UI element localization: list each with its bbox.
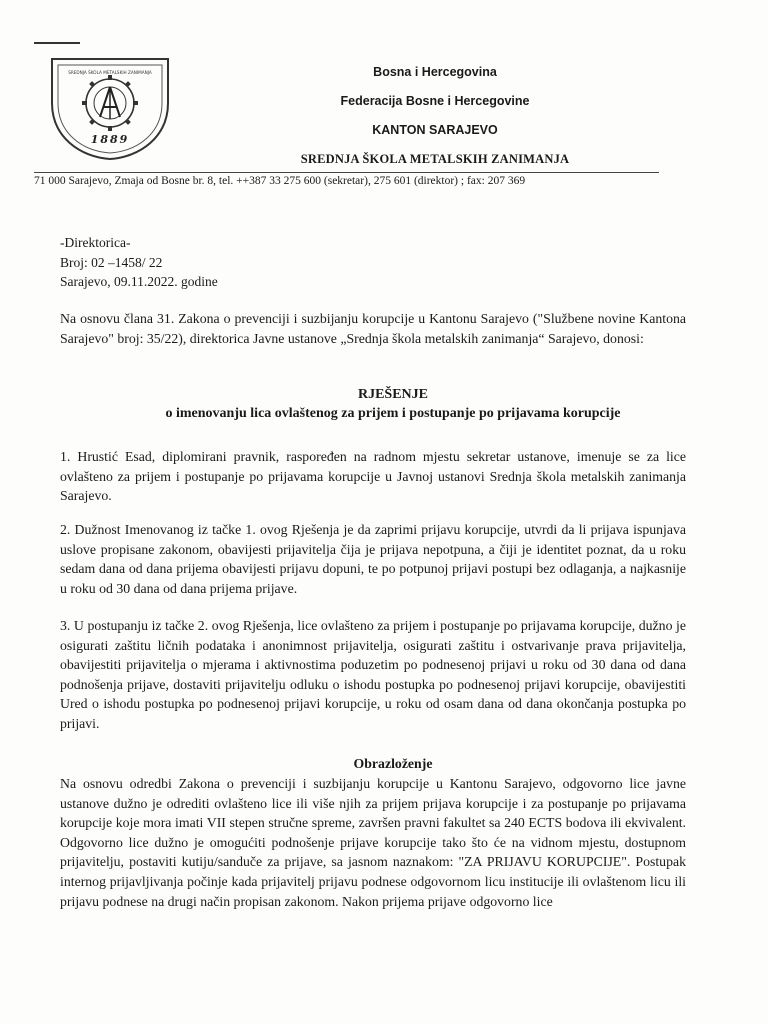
institution-header (270, 58, 600, 174)
top-rule (34, 42, 80, 44)
point-1: 1. Hrustić Esad, diplomirani pravnik, raspoređen na radnom mjestu sekretar ustanove, imenuje se za lice ovlašteno za prijem i postupanje po prijavama korupcije u Javnoj ustanovi Srednja škola metalskih zanimanja Sarajevo. (60, 449, 686, 504)
school-name: SREDNJA ŠKOLA METALSKIH ZANIMANJA (300, 152, 570, 166)
canton-name: KANTON SARAJEVO (372, 123, 498, 137)
document-date: Sarajevo, 09.11.2022. godine (60, 274, 218, 289)
reasoning-heading: Obrazloženje (353, 756, 433, 771)
decision-title-block (60, 385, 726, 423)
address-rule (34, 172, 659, 173)
document-meta (60, 233, 218, 292)
country-name: Bosna i Hercegovina (373, 65, 497, 79)
federation-name: Federacija Bosne i Hercegovine (340, 94, 530, 108)
decision-title: RJEŠENJE (357, 387, 429, 402)
svg-text:1889: 1889 (90, 133, 130, 146)
intro-paragraph: Na osnovu člana 31. Zakona o prevenciji i suzbijanju korupcije u Kantonu Sarajevo ("Službene novine Kantona Sarajevo" broj: 35/22), direktorica Javne ustanove „Srednja škola metalskih zanimanja“ Sarajevo, donosi: (60, 311, 686, 346)
decision-subtitle: o imenovanju lica ovlaštenog za prijem i postupanje po prijavama korupcije (165, 406, 621, 421)
point-2: 2. Dužnost Imenovanog iz tačke 1. ovog Rješenja je da zaprimi prijavu korupcije, utvrdi da li prijava ispunjava uslove propisane zakonom, obavijesti prijavitelja čija je prijava nepotpuna, a čiji je identitet poznat, da u roku sedam dana od dana prijema obavijesti prijavu dopuni, te po potpunoj prijavi postupi bez odlaganja, a najkasnije u roku od 30 dana od dana prijema prijave. (60, 522, 686, 596)
point-3: 3. U postupanju iz tačke 2. ovog Rješenja, lice ovlašteno za prijem i postupanje po prijavama korupcije, dužno je osigurati zaštitu ličnih podataka i anonimnost prijavitelja, osigurati zaštitu i ostvarivanje prava prijavitelja, obavijestiti prijavitelja o mjerama i aktivnostima poduzetim po podnesenoj prijavi u roku od 30 dana od dana podnošenja prijave, dostaviti prijavitelju odluku o ishodu postupka po podnesenoj prijavi korupcije, obavijestiti Ured o ishodu postupka po podnesenoj prijavi korupcije, u roku od osam dana od dana okončanja postupka po prijavi. (60, 618, 686, 731)
svg-text:SREDNJA ŠKOLA METALSKIH ZANIMA: SREDNJA ŠKOLA METALSKIH ZANIMANJA (68, 70, 152, 75)
school-logo-emblem (40, 45, 180, 163)
document-number: Broj: 02 –1458/ 22 (60, 254, 163, 270)
reasoning-paragraph: Na osnovu odredbi Zakona o prevenciji i suzbijanju korupcije u Kantonu Sarajevo, odgovorno lice javne ustanove dužno je odrediti ovlašteno lice ili više njih za prijem prijava korupcije i za postupanje po prijavama korupcije koje mora imati VII stepen stručne spreme, završen pravni fakultet sa 240 ECTS bodova ili ekvivalent. Odgovorno lice dužno je omogućiti podnošenje prijave korupcije tako što će na vidnom mjestu, dostupnom prijavitelju, postaviti kutiju/sanduče za prijave, sa jasnom naznakom: "ZA PRIJAVU KORUPCIJE". Postupak internog prijavljivanja počinje kada prijavitelj prijavu podnese odgovornom licu institucije ili ovlaštenom licu ili prijavu podnese na drugi način propisan zakonom. Nakon prijema prijave odgovorno lice (60, 776, 686, 909)
school-address: 71 000 Sarajevo, Zmaja od Bosne br. 8, tel. ++387 33 275 600 (sekretar), 275 601 (direktor) ; fax: 207 369 (34, 175, 526, 187)
issuer-role: -Direktorica- (60, 235, 131, 250)
school-logo (40, 45, 180, 163)
